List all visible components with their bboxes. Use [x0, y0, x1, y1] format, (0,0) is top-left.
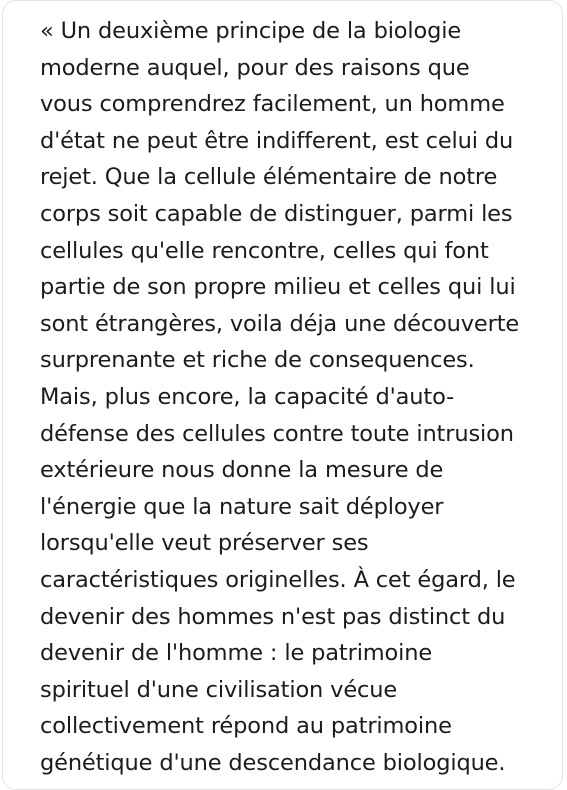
text-line: Mais, plus encore, la capacité d'auto-: [40, 383, 455, 410]
text-line: sont étrangères, voila déja une découverte: [40, 310, 520, 337]
text-line: devenir des hommes n'est pas distinct du: [40, 603, 506, 630]
text-line: cellules qu'elle rencontre, celles qui font: [40, 237, 489, 264]
text-line: vous comprendrez facilement, un homme: [40, 91, 505, 118]
text-line: rejet. Que la cellule élémentaire de notre: [40, 164, 498, 191]
text-line: d'état ne peut être indifferent, est celui du: [40, 127, 514, 154]
text-line: lorsqu'elle veut préserver ses: [40, 530, 369, 557]
text-line: caractéristiques originelles. À cet égard, le: [40, 566, 516, 593]
text-line: génétique d'une descendance biologique.: [40, 749, 506, 776]
text-line: surprenante et riche de consequences.: [40, 347, 475, 374]
text-line: « Un deuxième principe de la biologie: [40, 18, 462, 44]
text-line: défense des cellules contre toute intrusion: [40, 420, 514, 447]
note-card: [2, 0, 563, 790]
text-line: corps soit capable de distinguer, parmi les: [40, 200, 513, 227]
text-line: moderne auquel, pour des raisons que: [40, 54, 470, 81]
text-line: partie de son propre milieu et celles qui lui: [40, 274, 516, 301]
text-line: spirituel d'une civilisation vécue: [40, 676, 398, 703]
text-line: extérieure nous donne la mesure de: [40, 457, 444, 484]
text-line: devenir de l'homme : le patrimoine: [40, 640, 433, 667]
text-line: l'énergie que la nature sait déployer: [40, 493, 444, 520]
text-line: collectivement répond au patrimoine: [40, 713, 452, 740]
quote-text: [40, 13, 540, 781]
